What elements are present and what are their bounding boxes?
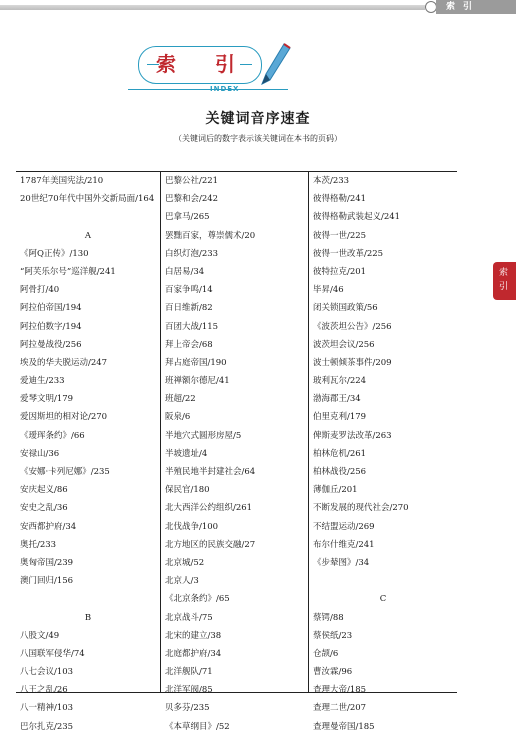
index-entry: 《北京条约》/65 (165, 594, 230, 605)
index-entry: 北洋舰队/71 (165, 667, 213, 678)
index-entry: 曹汝霖/96 (313, 667, 353, 678)
index-entry: 波茨坦会议/256 (313, 339, 375, 350)
index-entry: 北洋军阀/85 (165, 685, 213, 696)
index-entry: 不断发展的现代社会/270 (313, 503, 409, 514)
index-entry: 薄伽丘/201 (313, 485, 358, 496)
index-entry: 毕昇/46 (313, 285, 344, 296)
index-entry: 柏林战役/256 (313, 467, 367, 477)
index-entry: 俾斯麦罗法改革/263 (313, 430, 392, 441)
index-entry: 保民官/180 (165, 485, 210, 496)
index-entry: 罢黜百家，尊崇儒术/20 (165, 230, 256, 241)
index-entry: 20世纪70年代中国外交新局面/164 (20, 194, 155, 205)
index-entry: 闭关锁国政策/56 (313, 303, 378, 314)
index-column-1 (16, 172, 161, 732)
index-entry: 1787年美国宪法/210 (20, 176, 104, 186)
index-entry: 北京战斗/75 (165, 612, 213, 623)
index-entry: 北大西洋公约组织/261 (165, 503, 253, 514)
index-entry: 蔡侯纸/23 (313, 630, 353, 641)
index-entry: 巴拿马/265 (165, 212, 210, 223)
index-entry: 阪泉/6 (165, 412, 191, 423)
index-entry: 布尔什维克/241 (313, 539, 375, 550)
top-rule (0, 5, 425, 10)
index-entry: 柏林危机/261 (313, 448, 367, 459)
index-entry (309, 572, 457, 590)
index-entry: 北方地区的民族交融/27 (165, 539, 256, 550)
index-entry: 查理大帝/185 (313, 685, 367, 696)
page-heading: 关键词音序速查 (205, 111, 311, 127)
index-entry: 玻利瓦尔/224 (313, 376, 367, 387)
section-letter: B (84, 612, 92, 623)
index-entry: 仓颉/6 (313, 648, 339, 659)
section-letter: C (379, 594, 387, 605)
index-entry: 半地穴式圆形房屋/5 (165, 430, 242, 441)
index-entry: 奥匈帝国/239 (20, 557, 74, 568)
index-entry: 安禄山/36 (20, 448, 60, 459)
index-entry: 查理曼帝国/185 (313, 721, 375, 732)
top-bar (0, 0, 516, 14)
index-entry: 安史之乱/36 (20, 503, 68, 514)
index-entry: 拜上帝会/68 (165, 339, 213, 350)
index-entry: 八国联军侵华/74 (20, 648, 85, 659)
index-entry: 彼得格勒武装起义/241 (313, 212, 401, 223)
index-underline (128, 89, 288, 90)
page-subheading: （关键词后的数字表示该关键词在本书的页码） (174, 134, 342, 143)
index-entry: 北伐战争/100 (165, 521, 219, 532)
index-entry: 《波茨坦公告》/256 (313, 321, 392, 332)
index-entry: 《安娜·卡列尼娜》/235 (20, 467, 110, 477)
index-entry: 蔡锷/88 (313, 612, 344, 623)
index-entry (16, 590, 160, 608)
index-entry: 澳门回归/156 (20, 576, 74, 587)
index-entry: 贝多芬/235 (165, 703, 210, 714)
side-tab-label: 索引 (499, 268, 509, 292)
index-column-2 (161, 172, 309, 732)
index-entry: 班禅额尔德尼/41 (165, 376, 230, 387)
index-entry: 奥托/233 (20, 539, 57, 550)
index-entry: 彼得一世改革/225 (313, 248, 384, 259)
index-entry: 巴尔扎克/235 (20, 721, 74, 732)
index-entry: 《本草纲目》/52 (165, 721, 230, 732)
pen-icon (260, 40, 294, 86)
index-entry: 拜占庭帝国/190 (165, 357, 227, 368)
index-entry: 北京人/3 (165, 576, 199, 587)
index-entry: 百家争鸣/14 (165, 285, 213, 296)
index-entry: 八股文/49 (20, 630, 60, 641)
section-letter: A (84, 230, 92, 241)
index-entry: 安西都护府/34 (20, 521, 77, 532)
index-entry: 阿拉伯数字/194 (20, 321, 82, 332)
index-entry: 八一精神/103 (20, 703, 74, 714)
index-entry: 渤海郡王/34 (313, 394, 361, 405)
index-entry: 本茨/233 (313, 176, 350, 186)
index-table (16, 171, 457, 732)
index-entry: 半殖民地半封建社会/64 (165, 467, 256, 477)
index-entry: 《步辇图》/34 (313, 557, 370, 568)
index-entry: 阿骨打/40 (20, 285, 60, 296)
index-entry: 爱迪生/233 (20, 376, 65, 387)
index-entry: 北京城/52 (165, 557, 205, 568)
index-entry: 白居易/34 (165, 266, 205, 277)
index-entry: 北宋的建立/38 (165, 630, 222, 641)
index-entry: 班超/22 (165, 394, 196, 405)
index-entry: 波士顿倾茶事件/209 (313, 357, 392, 368)
index-entry: 彼得一世/225 (313, 230, 367, 241)
index-title-block (128, 40, 296, 100)
index-entry: 爱因斯坦的相对论/270 (20, 412, 108, 423)
index-entry: 爱琴文明/179 (20, 394, 74, 405)
index-entry: 不结盟运动/269 (313, 521, 375, 532)
index-entry: 《瑷珲条约》/66 (20, 430, 85, 441)
header-tag: 索引 (446, 2, 481, 12)
index-entry: 安庆起义/86 (20, 485, 68, 496)
index-entry: 百团大战/115 (165, 321, 219, 332)
index-entry: 伯里克利/179 (313, 412, 367, 423)
index-entry: 白织灯泡/233 (165, 248, 219, 259)
index-column-3 (309, 172, 457, 732)
index-entry: 八王之乱/26 (20, 685, 68, 696)
index-entry: 阿拉曼战役/256 (20, 339, 82, 350)
index-entry: 北庭都护府/34 (165, 648, 222, 659)
index-entry: 埃及的华夫脱运动/247 (20, 357, 108, 368)
index-entry: 查理二世/207 (313, 703, 367, 714)
index-entry (16, 208, 160, 226)
index-entry: “阿芙乐尔号”巡洋舰/241 (20, 266, 116, 277)
index-entry: 《阿Q正传》/130 (20, 248, 89, 259)
index-entry: 巴黎公社/221 (165, 176, 219, 186)
index-entry: 八七会议/103 (20, 667, 74, 678)
index-entry: 半坡遗址/4 (165, 448, 208, 459)
index-entry: 巴黎和会/242 (165, 194, 219, 205)
index-entry: 阿拉伯帝国/194 (20, 303, 82, 314)
index-entry: 彼得格勒/241 (313, 194, 367, 205)
side-tab (493, 262, 516, 300)
index-subtitle: INDEX (210, 85, 240, 93)
index-title: 索 引 (156, 52, 251, 76)
index-entry: 百日维新/82 (165, 303, 213, 314)
index-entry: 彼特拉克/201 (313, 266, 367, 277)
